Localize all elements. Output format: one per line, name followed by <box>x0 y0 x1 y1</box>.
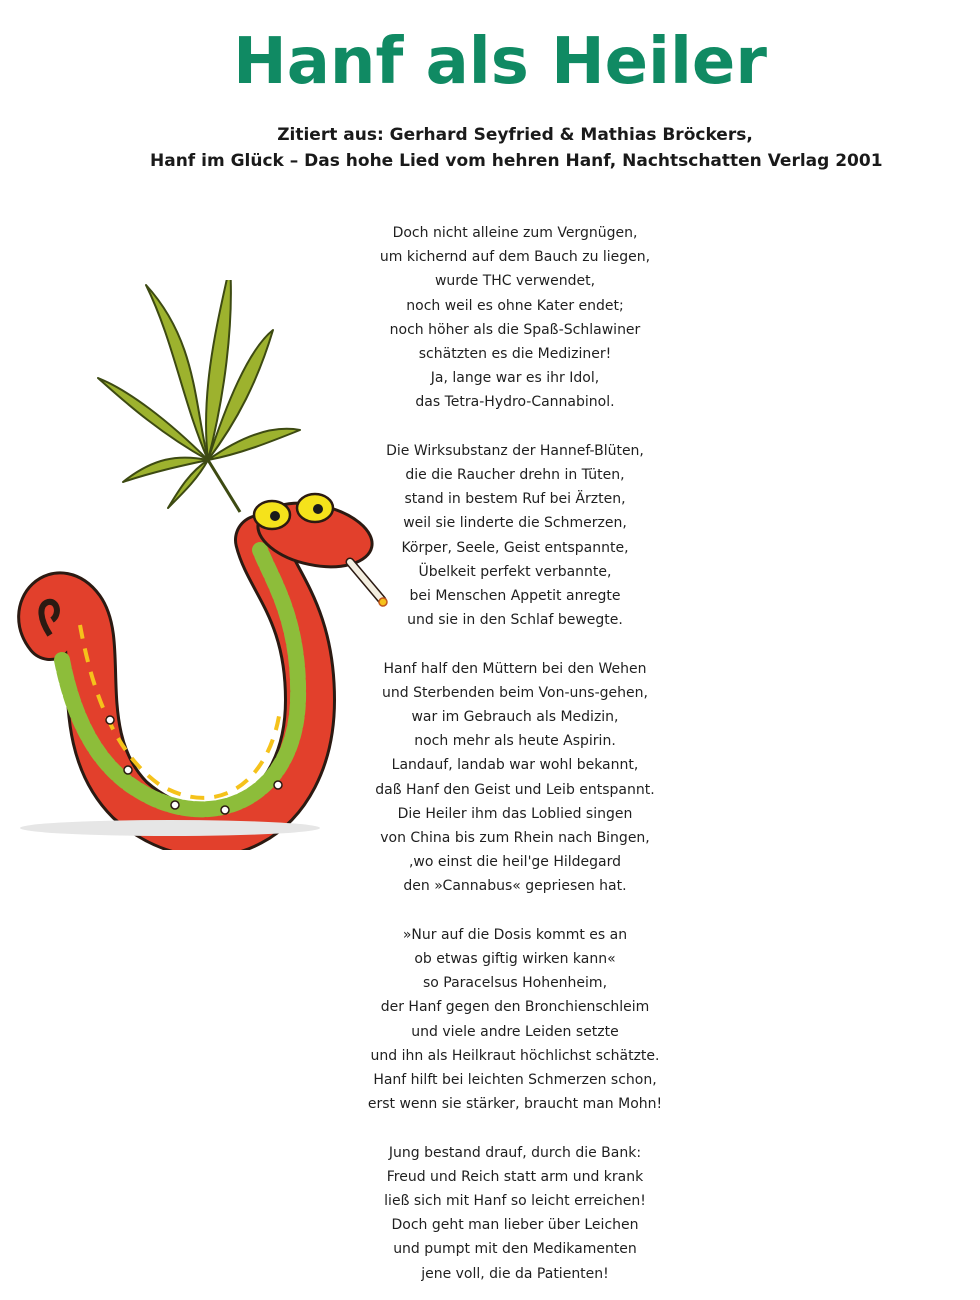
poem-line: und Sterbenden beim Von-uns-gehen, <box>382 684 648 701</box>
citation-line-1: Zitiert aus: Gerhard Seyfried & Mathias Bröckers, <box>277 125 753 145</box>
poem-line: Übelkeit perfekt verbannte, <box>418 563 612 580</box>
poem <box>330 221 700 1286</box>
poem-line: Hanf hilft bei leichten Schmerzen schon, <box>373 1072 657 1089</box>
poem-line: Jung bestand drauf, durch die Bank: <box>388 1144 642 1161</box>
page-title: Hanf als Heiler <box>233 25 767 99</box>
poem-line: Ja, lange war es ihr Idol, <box>430 370 600 387</box>
poem-line: Die Heiler ihm das Loblied singen <box>397 805 633 822</box>
poem-line: Doch nicht alleine zum Vergnügen, <box>392 225 638 241</box>
poem-line: Hanf half den Müttern bei den Wehen <box>383 660 647 677</box>
poem-line: weil sie linderte die Schmerzen, <box>403 515 627 532</box>
poem-line: und ihn als Heilkraut höchlichst schätzte. <box>370 1047 660 1064</box>
poem-line: jene voll, die da Patienten! <box>421 1265 609 1282</box>
poem-line: war im Gebrauch als Medizin, <box>411 709 619 726</box>
poem-line: um kichernd auf dem Bauch zu liegen, <box>379 249 651 266</box>
poem-line: das Tetra-Hydro-Cannabinol. <box>415 394 615 411</box>
poem-line: Körper, Seele, Geist entspannte, <box>401 539 629 556</box>
poem-line: und pumpt mit den Medikamenten <box>393 1241 637 1258</box>
poem-stanza-5 <box>330 1141 700 1286</box>
poem-line: noch weil es ohne Kater endet; <box>406 297 624 314</box>
poem-line: Landauf, landab war wohl bekannt, <box>391 757 639 774</box>
poem-line: erst wenn sie stärker, braucht man Mohn! <box>367 1096 663 1113</box>
poem-line: daß Hanf den Geist und Leib entspannt. <box>375 781 655 798</box>
poem-line: »Nur auf die Dosis kommt es an <box>402 926 628 943</box>
poem-line: bei Menschen Appetit anregte <box>409 588 621 605</box>
poem-stanza-4 <box>330 923 700 1117</box>
poem-line: die die Raucher drehn in Tüten, <box>405 467 625 484</box>
poem-line: und sie in den Schlaf bewegte. <box>407 612 623 629</box>
poem-line: noch mehr als heute Aspirin. <box>414 733 616 750</box>
poem-line: Freud und Reich statt arm und krank <box>386 1168 644 1185</box>
poem-line: Die Wirksubstanz der Hannef-Blüten, <box>386 442 644 459</box>
poem-line: Doch geht man lieber über Leichen <box>391 1217 639 1234</box>
poem-line: stand in bestem Ruf bei Ärzten, <box>404 491 626 508</box>
poem-line: den »Cannabus« gepriesen hat. <box>403 878 627 895</box>
poem-line: schätzten es die Mediziner! <box>418 346 612 363</box>
citation-line-2: Hanf im Glück – Das hohe Lied vom hehren Hanf, Nachtschatten Verlag 2001 <box>150 151 883 171</box>
poem-line: von China bis zum Rhein nach Bingen, <box>380 830 650 847</box>
poem-stanza-1 <box>330 221 700 415</box>
poem-line: der Hanf gegen den Bronchienschleim <box>380 999 650 1016</box>
poem-line: ließ sich mit Hanf so leicht erreichen! <box>384 1193 646 1210</box>
poem-stanza-3 <box>330 657 700 899</box>
poem-line: so Paracelsus Hohenheim, <box>422 975 608 992</box>
poem-line: und viele andre Leiden setzte <box>411 1023 619 1040</box>
poem-line: ob etwas giftig wirken kann« <box>414 951 616 968</box>
cannabis-leaf-icon <box>98 280 300 512</box>
poem-stanza-2 <box>330 439 700 633</box>
poem-line: ,wo einst die heil'ge Hildegard <box>408 854 622 871</box>
poem-line: noch höher als die Spaß-Schlawiner <box>389 321 641 338</box>
citation <box>150 122 883 174</box>
poem-line: wurde THC verwendet, <box>434 273 596 290</box>
